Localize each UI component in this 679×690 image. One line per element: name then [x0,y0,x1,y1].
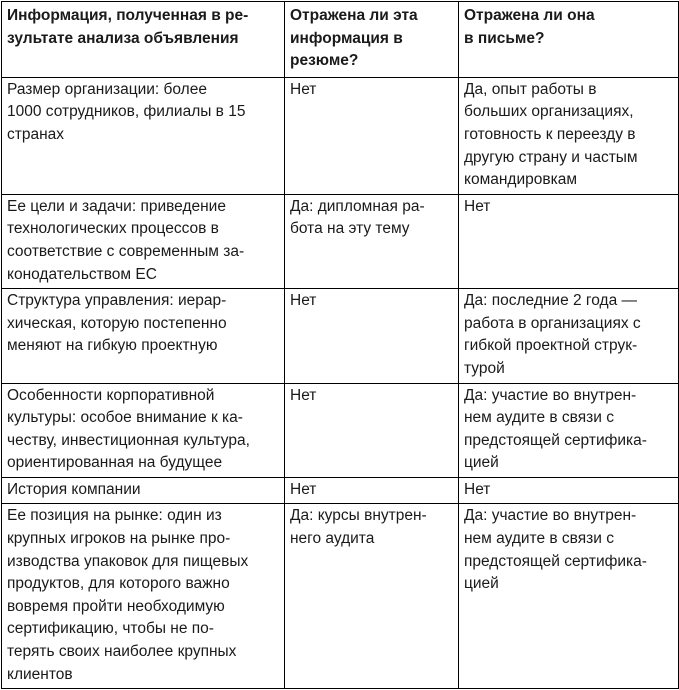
table-row [2,194,679,288]
table-row [2,477,679,504]
cell-info-text: Ее позиция на рынке: один из крупных игроков на рынке про- изводства упаковок для пищевых продуктов, для которого важно вовремя пройти необходимую сертификацию, чтобы не по- терять своих наиболее крупных клиентов [7,507,249,683]
cell-info-text: Особенности корпоративной культуры: особое внимание к ка- честву, инвестиционная культура, ориентированная на будущее [7,386,250,472]
cell-info [2,77,285,194]
cell-info-text: Ее цели и задачи: приведение технологических процессов в соответствие с современным за- конодательством ЕС [7,197,245,283]
cell-resume [285,383,459,477]
cell-info [2,477,285,504]
cell-info [2,504,285,689]
cell-letter [459,383,679,477]
header-resume-text: Отражена ли эта информация в резюме? [290,7,418,70]
cell-letter-text: Да: последние 2 года — работа в организациях с гибкой проектной струк- турой [464,292,641,377]
cell-resume [285,504,459,689]
cell-info [2,194,285,288]
table-body [2,77,679,688]
cell-letter [459,289,679,383]
cell-resume [285,477,459,504]
cell-resume-text: Да: дипломная ра- бота на эту тему [290,197,425,238]
cell-info-text: Размер организации: более 1000 сотрудников, филиалы в 15 странах [7,80,246,143]
cell-info-text: Структура управления: иерар- хическая, которую постепенно меняют на гибкую проектную [7,292,227,355]
cell-letter [459,194,679,288]
cell-resume [285,77,459,194]
cell-resume-text: Да: курсы внутрен- него аудита [290,507,427,548]
cell-resume-text: Нет [290,386,317,404]
cell-letter-text: Да: участие во внутрен- нем аудите в связи с предстоящей сертифика- цией [464,386,647,472]
cell-info-text: История компании [7,480,141,498]
cell-resume-text: Нет [290,80,317,98]
cell-info [2,289,285,383]
cell-letter [459,77,679,194]
cell-letter-text: Да: участие во внутрен- нем аудите в связи с предстоящей сертифика- цией [464,507,647,593]
header-letter-text: Отражена ли она в письме? [464,7,595,47]
table-row [2,77,679,194]
cell-info [2,383,285,477]
header-letter [459,2,679,78]
table-row [2,504,679,689]
header-info-text: Информация, полученная в ре- зультате анализа объявления [7,7,249,47]
header-info [2,2,285,78]
cell-letter [459,477,679,504]
comparison-table [1,1,679,689]
header-row [2,2,679,78]
cell-resume [285,289,459,383]
cell-letter-text: Нет [464,197,491,215]
cell-resume-text: Нет [290,292,317,310]
header-resume [285,2,459,78]
cell-letter-text: Нет [464,480,491,498]
cell-letter-text: Да, опыт работы в больших организациях, готовность к переезду в другую страну и частым командировкам [464,80,638,189]
cell-resume [285,194,459,288]
table-header [2,2,679,78]
cell-letter [459,504,679,689]
cell-resume-text: Нет [290,480,317,498]
table-row [2,383,679,477]
table-row [2,289,679,383]
